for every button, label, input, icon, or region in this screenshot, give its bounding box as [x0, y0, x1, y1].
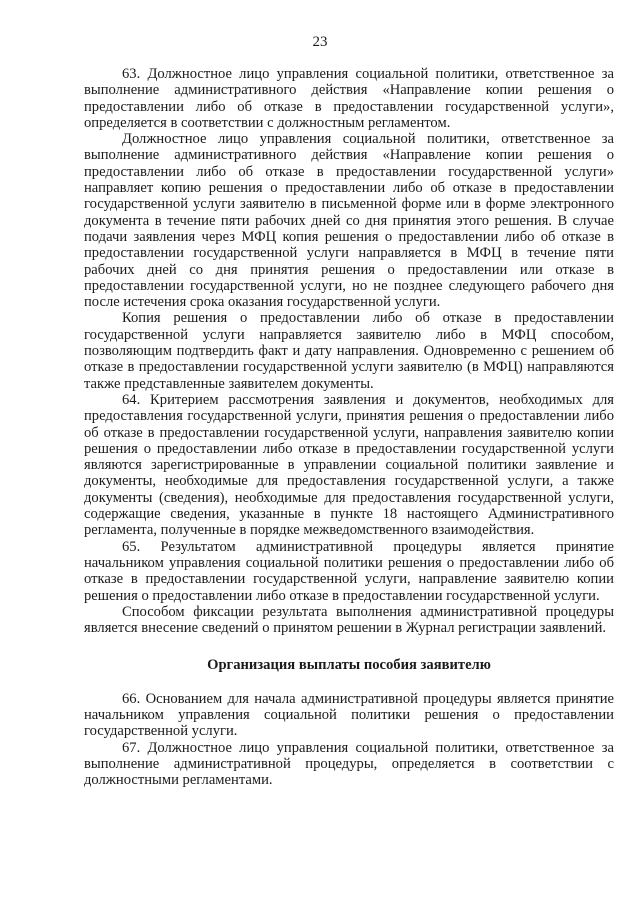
paragraph-63-continued: Должностное лицо управления социальной политики, ответственное за выполнение административного действия «Направление копии решения о предоставлении либо об отказе в предоставлении государственной услуги» направляет копию решения о предоставлении либо об отказе в предоставлении государственной услуги заявителю в письменной форме или в форме электронного документа в течение пяти рабочих дней со дня принятия этого решения. В случае подачи заявления через МФЦ копия решения о предоставлении либо об отказе в предоставлении государственной услуги направляется в МФЦ в течение пяти рабочих дней со дня принятия решения о предоставлении или отказе в предоставлении государственной услуги, но не позднее следующего рабочего дня после истечения срока оказания государственной услуги.: [84, 131, 614, 311]
paragraph-64: 64. Критерием рассмотрения заявления и документов, необходимых для предоставления государственной услуги, принятия решения о предоставлении либо об отказе в предоставлении государственной услуги, направления заявителю копии решения о предоставлении либо отказе в предоставлении государственной услуги являются зарегистрированные в управлении социальной политики заявление и документы, необходимые для предоставления государственной услуги, а также документы (сведения), необходимые для предоставления государственной услуги, содержащие сведения, указанные в пункте 18 настоящего Административного регламента, полученные в порядке межведомственного взаимодействия.: [84, 391, 614, 539]
paragraph-65-fixation: Способом фиксации результата выполнения административной процедуры является внесение сведений о принятом решении в Журнал регистрации заявлений.: [84, 603, 614, 637]
paragraph-66: 66. Основанием для начала административной процедуры является принятие начальником управления социальной политики решения о предоставлении государственной услуги.: [84, 690, 614, 740]
paragraph-67: 67. Должностное лицо управления социальной политики, ответственное за выполнение административной процедуры, определяется в соответствии с должностными регламентами.: [84, 739, 614, 789]
paragraph-63: 63. Должностное лицо управления социальной политики, ответственное за выполнение административного действия «Направление копии решения о предоставлении либо об отказе в предоставлении государственной услуги», определяется в соответствии с должностным регламентом.: [84, 66, 614, 131]
page-number: 23: [312, 34, 328, 50]
paragraph-63-copy-delivery: Копия решения о предоставлении либо об отказе в предоставлении государственной услуги направляется заявителю либо в МФЦ способом, позволяющим подтвердить факт и дату направления. Одновременно с решением об отказе в предоставлении государственной услуги заявителю (в МФЦ) направляются также представленные заявителем документы.: [84, 310, 614, 392]
document-body: [84, 66, 614, 788]
section-heading: Организация выплаты пособия заявителю: [207, 657, 491, 674]
paragraph-65: 65. Результатом административной процедуры является принятие начальником управления социальной политики решения о предоставлении либо об отказе в предоставлении государственной услуги, направление заявителю копии решения о предоставлении либо отказе в предоставлении государственной услуги.: [84, 538, 614, 604]
